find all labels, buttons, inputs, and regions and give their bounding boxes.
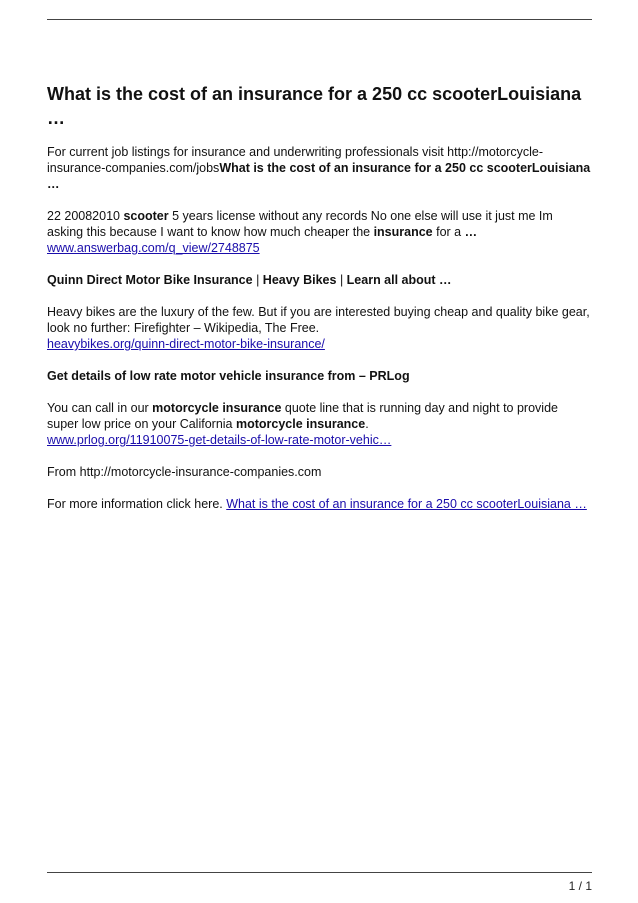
keyword-motorcycle-insurance: motorcycle insurance — [152, 401, 282, 415]
intro-bold: What is the cost of an insurance for a 250 cc scooterLouisiana … — [47, 161, 591, 191]
prlog-link[interactable]: www.prlog.org/11910075-get-details-of-low-rate-motor-vehic… — [47, 433, 392, 447]
heading-part-2: Heavy Bikes — [262, 273, 337, 287]
footer-rule — [47, 872, 592, 873]
heading-separator: | — [336, 273, 347, 287]
more-info-link[interactable]: What is the cost of an insurance for a 250 cc scooterLouisiana … — [226, 497, 587, 511]
page-title: What is the cost of an insurance for a 250 cc scooterLouisiana … — [47, 84, 582, 128]
result-snippet: 5 years license without any records No one else will use it just me Im asking this because I want to know how much cheaper the — [47, 209, 553, 239]
more-info-paragraph — [47, 496, 592, 512]
keyword-insurance: insurance — [373, 225, 433, 239]
keyword-motorcycle-insurance: motorcycle insurance — [235, 417, 366, 431]
result-snippet: You can call in our — [47, 401, 153, 415]
page-number: 1 / 1 — [568, 879, 592, 893]
heading-part-3: Learn all about … — [346, 273, 452, 287]
result-prlog — [47, 400, 592, 448]
result-snippet-tail: . — [365, 417, 369, 431]
result-snippet: Heavy bikes are the luxury of the few. But if you are interested buying cheap and quality bike gear, look no further: Firefighter – Wikipedia, The Free. — [47, 305, 590, 335]
heading-part-1: Quinn Direct Motor Bike Insurance — [47, 273, 253, 287]
intro-paragraph — [47, 144, 592, 192]
header-rule — [47, 19, 592, 20]
heading-separator: | — [252, 273, 263, 287]
heavybikes-link[interactable]: heavybikes.org/quinn-direct-motor-bike-insurance/ — [47, 337, 325, 351]
result-date: 22 20082010 — [47, 209, 124, 223]
keyword-ellipsis: … — [464, 225, 478, 239]
result-heavybikes — [47, 304, 592, 352]
heading-prlog-text: Get details of low rate motor vehicle insurance from – PRLog — [47, 369, 410, 383]
result-snippet-mid: quote line that is running day and night to provide super low price on your California — [47, 401, 558, 431]
more-info-text: For more information click here. — [47, 497, 227, 511]
source-line: From http://motorcycle-insurance-companies.com — [47, 465, 322, 479]
keyword-scooter: scooter — [123, 209, 169, 223]
result-answerbag — [47, 208, 592, 256]
answerbag-link[interactable]: www.answerbag.com/q_view/2748875 — [47, 241, 260, 255]
document-body — [47, 82, 592, 528]
heading-prlog — [47, 368, 592, 384]
intro-text: For current job listings for insurance and underwriting professionals visit http://motorcycle-insurance-companies.com/jobs — [47, 145, 544, 175]
result-snippet-tail: for a — [432, 225, 465, 239]
heading-quinn-direct — [47, 272, 592, 288]
